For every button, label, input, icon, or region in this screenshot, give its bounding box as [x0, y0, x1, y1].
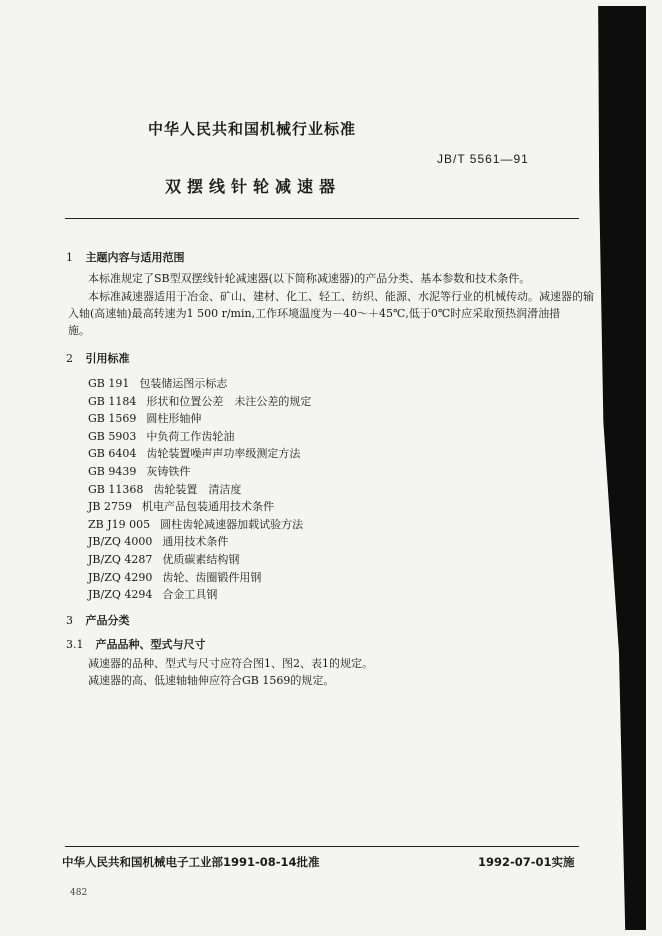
issuing-organization: 中华人民共和国机械行业标准 [148, 120, 357, 138]
reference-item [88, 481, 311, 499]
section-3-1-number: 3.1 [66, 638, 84, 651]
section-1-paragraph-2-line-1: 本标准减速器适用于冶金、矿山、建材、化工、轻工、纺织、能源、水泥等行业的机械传动。减速器的输 [88, 290, 594, 303]
reference-title: 灰铸铁件 [146, 464, 191, 478]
standard-number: JB/T 5561—91 [437, 152, 529, 166]
section-3-1-line-2: 减速器的高、低速轴轴伸应符合GB 1569的规定。 [88, 674, 335, 687]
reference-item [88, 393, 311, 411]
reference-list [88, 375, 311, 604]
section-1-paragraph-2-line-2: 入轴(高速轴)最高转速为1 500 r/min,工作环境温度为－40～＋45℃,低于0℃时应采取预热润滑油措 [68, 307, 561, 320]
reference-title: 圆柱齿轮减速器加载试验方法 [160, 517, 304, 531]
reference-title: 中负荷工作齿轮油 [146, 429, 235, 443]
reference-item [88, 445, 311, 463]
reference-code: ZB J19 005 [88, 517, 151, 531]
reference-title: 包装储运图示标志 [139, 377, 228, 390]
section-1-paragraph-1: 本标准规定了SB型双摆线针轮减速器(以下简称减速器)的产品分类、基本参数和技术条件。 [88, 272, 531, 285]
header-rule [65, 218, 579, 219]
reference-item [88, 463, 311, 481]
reference-item [88, 533, 311, 551]
reference-code: JB/ZQ 4290 [88, 570, 153, 584]
reference-code: JB/ZQ 4294 [88, 588, 153, 602]
reference-code: GB 5903 [88, 429, 137, 443]
section-1-title: 主题内容与适用范围 [85, 251, 185, 264]
reference-title: 优质碳素结构钢 [162, 552, 240, 566]
reference-item [88, 551, 311, 569]
reference-code: JB 2759 [88, 500, 132, 514]
approval-line: 中华人民共和国机械电子工业部1991-08-14批准 [62, 855, 320, 869]
reference-item [88, 516, 311, 534]
section-2-number: 2 [66, 352, 73, 365]
reference-code: GB 9439 [88, 464, 137, 478]
reference-title: 合金工具钢 [162, 588, 218, 602]
section-2-heading [66, 350, 130, 366]
reference-title: 形状和位置公差 未注公差的规定 [146, 394, 312, 408]
implementation-date: 1992-07-01实施 [478, 855, 575, 869]
reference-code: GB 1184 [88, 394, 137, 408]
reference-item [88, 586, 311, 604]
section-1-number: 1 [66, 251, 73, 264]
reference-item [88, 410, 311, 428]
section-3-number: 3 [66, 614, 73, 627]
footer-rule [65, 846, 579, 847]
section-3-title: 产品分类 [85, 614, 130, 627]
reference-title: 齿轮装置 清洁度 [153, 482, 242, 496]
section-3-1-line-1: 减速器的品种、型式与尺寸应符合图1、图2、表1的规定。 [88, 657, 373, 670]
reference-item [88, 569, 311, 587]
reference-code: GB 11368 [88, 482, 144, 496]
reference-code: JB/ZQ 4000 [88, 535, 153, 549]
section-3-1-heading [66, 636, 206, 652]
reference-code: GB 6404 [88, 447, 137, 461]
reference-title: 齿轮、齿圈锻件用钢 [162, 570, 262, 584]
section-1-paragraph-2-line-3: 施。 [68, 324, 90, 337]
reference-code: GB 191 [88, 377, 130, 390]
section-1-heading [66, 249, 185, 265]
page-number: 482 [70, 888, 88, 898]
reference-code: GB 1569 [88, 412, 137, 426]
reference-title: 机电产品包装通用技术条件 [141, 500, 274, 514]
reference-item [88, 428, 311, 446]
reference-item [88, 375, 311, 393]
reference-item [88, 498, 311, 516]
section-3-heading [66, 612, 130, 628]
reference-code: JB/ZQ 4287 [88, 552, 153, 566]
section-2-title: 引用标准 [85, 352, 130, 365]
document-title: 双摆线针轮减速器 [165, 177, 342, 196]
reference-title: 圆柱形轴伸 [146, 412, 202, 426]
reference-title: 通用技术条件 [162, 535, 229, 549]
section-3-1-title: 产品品种、型式与尺寸 [95, 638, 206, 651]
scan-edge-shadow [594, 6, 646, 930]
reference-title: 齿轮装置噪声声功率级测定方法 [146, 447, 301, 461]
